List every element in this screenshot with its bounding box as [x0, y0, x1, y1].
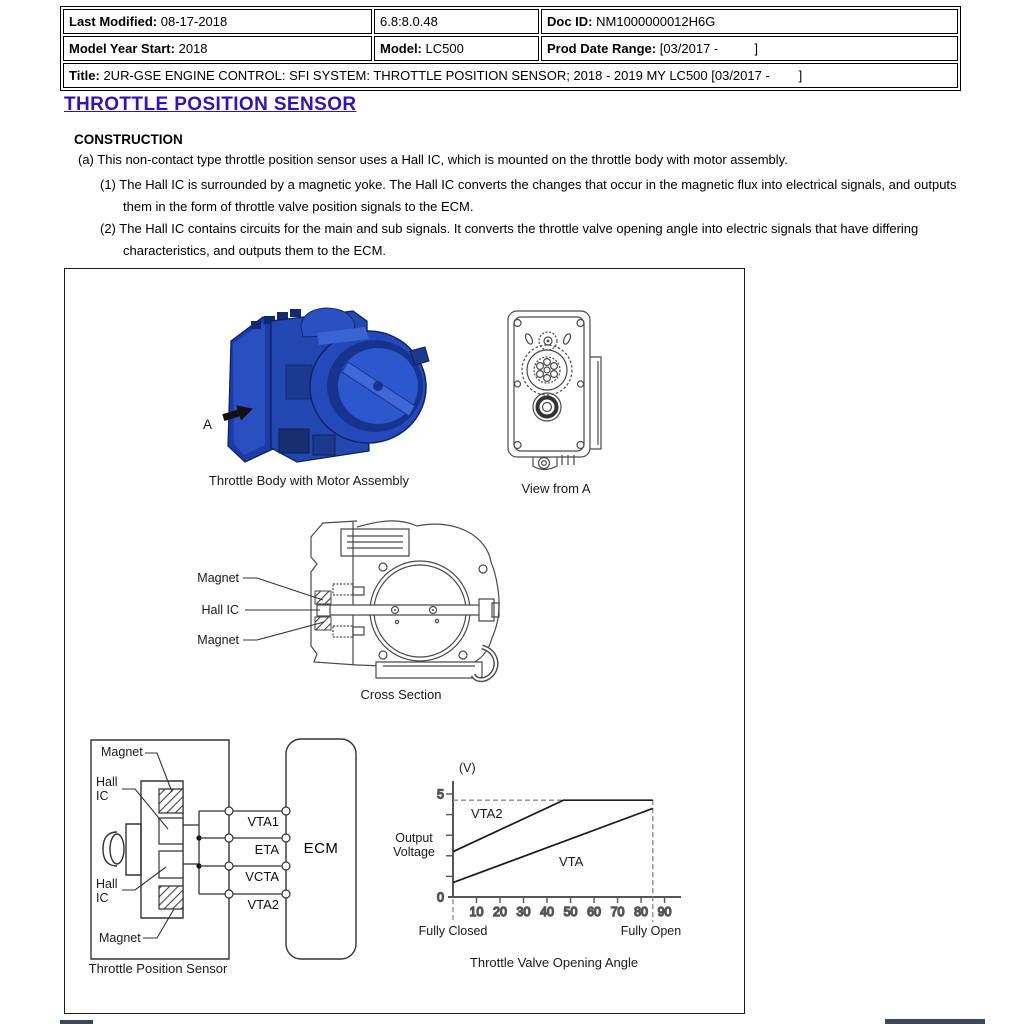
version-value: 6.8:8.0.48	[380, 13, 438, 29]
prod-date-value: [03/2017 - ]	[659, 40, 758, 56]
signal-vta1-label: VTA1	[247, 814, 279, 829]
doc-meta-table	[60, 6, 961, 91]
paragraph-2-text: The Hall IC contains circuits for the main and sub signals. It converts the throttle valve opening angle into electric signals that have differing characteristics, and outputs them to the ECM.	[119, 221, 919, 258]
output-voltage-chart	[437, 781, 681, 922]
chart-y-unit-label: (V)	[459, 761, 476, 775]
paragraph-a-text: This non-contact type throttle position sensor uses a Hall IC, which is mounted on the throttle body with motor assembly.	[97, 152, 788, 167]
version-cell	[374, 9, 539, 34]
paragraph-a	[78, 149, 991, 171]
paragraph-2-label: (2)	[100, 221, 116, 236]
signal-vta2-label: VTA2	[247, 897, 279, 912]
model-year-cell	[63, 36, 372, 61]
title-cell	[63, 63, 958, 88]
block-magnet-top-label: Magnet	[101, 745, 143, 759]
chart-y-axis-title: Output Voltage	[393, 831, 435, 859]
chart-x-axis-title: Throttle Valve Opening Angle	[469, 955, 639, 970]
figure-artwork	[65, 269, 744, 1013]
doc-meta-row-1	[63, 9, 958, 34]
cross-hall-ic-label: Hall IC	[201, 603, 239, 617]
cutoff-element-right	[885, 1019, 985, 1024]
signal-vcta-label: VCTA	[245, 869, 279, 884]
doc-title-label: Title:	[69, 67, 100, 83]
view-a-pointer-label: A	[203, 417, 213, 432]
construction-figure	[64, 268, 745, 1014]
vta-label: VTA	[559, 854, 584, 869]
x-tick-label: 70	[610, 905, 625, 919]
paragraph-a-label: (a)	[78, 152, 94, 167]
magnet-top-block	[159, 789, 183, 813]
y-tick-label: 5	[437, 787, 444, 802]
cross-section-illustration	[243, 521, 499, 680]
doc-id-cell	[541, 9, 958, 34]
cross-section-caption: Cross Section	[360, 687, 442, 702]
fully-closed-label: Fully Closed	[418, 924, 488, 938]
y-tick-label: 0	[437, 890, 444, 905]
x-tick-label: 60	[587, 905, 601, 919]
x-tick-label: 10	[469, 905, 484, 919]
ecm-label: ECM	[303, 840, 339, 857]
paragraph-1	[100, 174, 979, 218]
model-cell	[374, 36, 539, 61]
cross-magnet-top-label: Magnet	[197, 571, 239, 585]
x-tick-label: 40	[540, 905, 554, 919]
hall-ic-bottom-block	[159, 851, 183, 878]
prod-date-cell	[541, 36, 958, 61]
cross-magnet-bottom-label: Magnet	[197, 633, 239, 647]
paragraph-2	[100, 218, 979, 262]
last-modified-cell	[63, 9, 372, 34]
last-modified-value: 08-17-2018	[160, 13, 228, 29]
page-title-link[interactable]: THROTTLE POSITION SENSOR	[64, 94, 357, 115]
tps-caption: Throttle Position Sensor	[88, 961, 228, 976]
x-tick-label: 20	[493, 905, 507, 919]
x-tick-label: 50	[563, 905, 578, 919]
cutoff-element-left	[60, 1020, 93, 1024]
model-label: Model:	[380, 40, 422, 56]
doc-meta-row-3	[63, 63, 958, 88]
last-modified-label: Last Modified:	[69, 13, 158, 29]
fully-open-label: Fully Open	[620, 924, 682, 938]
doc-title-value: 2UR-GSE ENGINE CONTROL: SFI SYSTEM: THROTTLE POSITION SENSOR; 2018 - 2019 MY LC500 [03/2017 - ]	[103, 67, 803, 83]
vta2-label: VTA2	[471, 806, 503, 821]
x-axis-ticks	[470, 897, 672, 919]
doc-id-label: Doc ID:	[547, 13, 593, 29]
model-year-label: Model Year Start:	[69, 40, 175, 56]
section-heading: CONSTRUCTION	[74, 132, 183, 147]
model-year-value: 2018	[178, 40, 208, 56]
doc-id-value: NM1000000012H6G	[596, 13, 716, 29]
model-value: LC500	[425, 40, 464, 56]
block-magnet-bottom-label: Magnet	[99, 931, 141, 945]
paragraph-1-text: The Hall IC is surrounded by a magnetic yoke. The Hall IC converts the changes that occur in the magnetic flux into electrical signals, and outputs them in the form of throttle valve position signals to the ECM.	[119, 177, 957, 214]
view-from-a-caption: View from A	[521, 481, 591, 496]
block-hall-ic-bottom-label: Hall IC	[96, 877, 118, 905]
throttle-body-illustration	[228, 308, 429, 462]
signal-eta-label: ETA	[254, 842, 279, 857]
x-tick-label: 90	[657, 905, 672, 919]
block-hall-ic-top-label: Hall IC	[96, 775, 118, 803]
x-tick-label: 30	[516, 905, 531, 919]
doc-meta-row-2	[63, 36, 958, 61]
magnet-bottom-block	[159, 886, 183, 909]
view-from-a-illustration	[508, 311, 601, 470]
x-tick-label: 80	[634, 905, 648, 919]
throttle-body-caption: Throttle Body with Motor Assembly	[208, 473, 410, 488]
prod-date-label: Prod Date Range:	[547, 40, 657, 56]
paragraph-1-label: (1)	[100, 177, 116, 192]
